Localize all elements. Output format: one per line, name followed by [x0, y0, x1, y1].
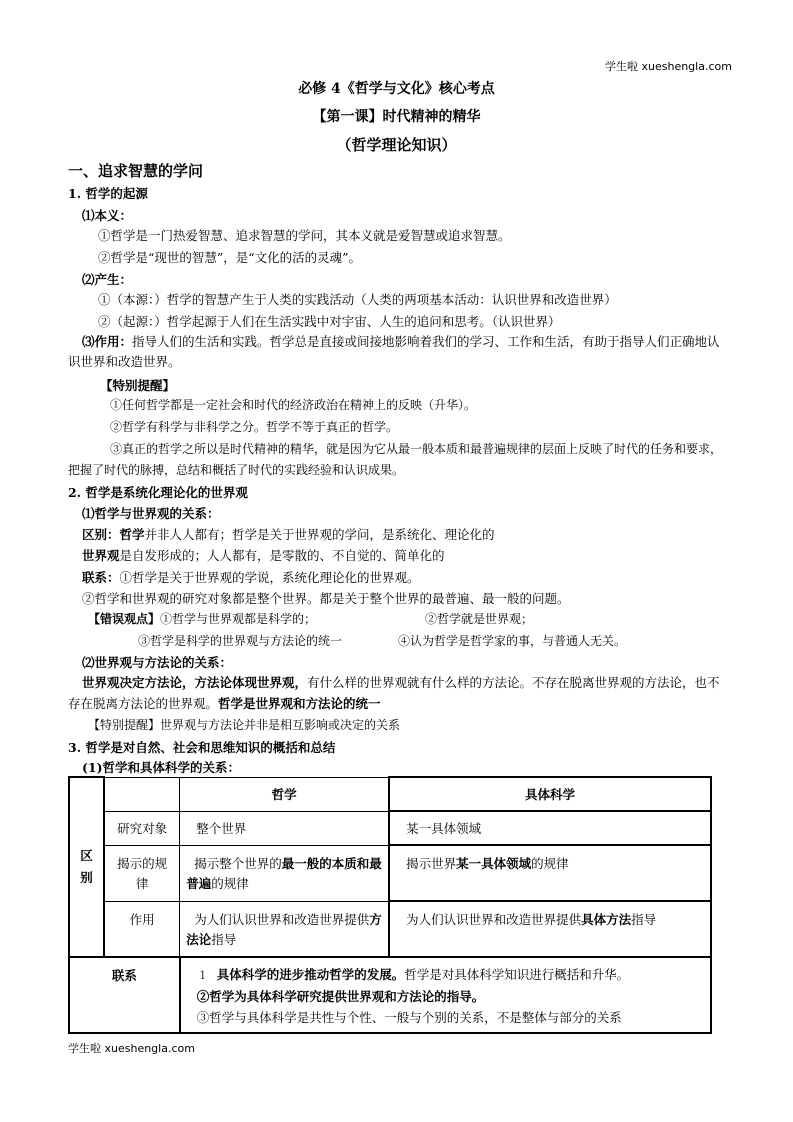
- s2-heading: 2. 哲学是系统化理论化的世界观: [68, 485, 248, 500]
- s2-diff-label: 区别：: [82, 527, 120, 542]
- s2-p2-t1: 有什么样的世界观就有什么样的方法论。不存在脱离世界观的方法论，也不存在脱离方法论的世界观。: [68, 675, 720, 711]
- s2-p1: ⑴哲学与世界观的关系：: [82, 506, 220, 521]
- s2-tip: 【特别提醒】世界观与方法论并非是相互影响或决定的关系: [88, 718, 401, 732]
- s1-tip2: ②哲学有科学与非科学之分。哲学不等于真正的哲学。: [110, 420, 399, 434]
- s2-diff: [82, 525, 495, 543]
- s2-lx2: ②哲学和世界观的研究对象都是整个世界。都是关于整个世界的最普遍、最一般的问题。: [82, 591, 570, 606]
- s2-sjg-label: 世界观: [82, 548, 120, 563]
- table-text: 的规律: [531, 856, 569, 871]
- lx-bold: 具体科学的进步推动哲学的发展。: [216, 967, 405, 982]
- table-text: 指导: [211, 931, 237, 947]
- s2-err-label: 【错误观点】: [88, 612, 161, 626]
- lx-item-3: ③哲学与具体科学是共性与个性、一般与个别的关系，不是整体与部分的关系: [196, 1010, 622, 1025]
- table-row: [69, 901, 711, 957]
- s2-p2-b1: 世界观决定方法论，方法论体现世界观，: [82, 675, 308, 690]
- section-heading: 一、追求智慧的学问: [68, 162, 204, 180]
- s2-p2-body: [68, 672, 728, 714]
- table-cell: [389, 845, 711, 901]
- s3-p1: (1)哲学和具体科学的关系：: [82, 760, 241, 775]
- table-cell: 整个世界: [180, 811, 389, 845]
- lx-item-1: [197, 964, 704, 986]
- table-text: 指导: [631, 912, 657, 927]
- s1-p1b: ②哲学是“现世的智慧”，是“文化的活的灵魂”。: [98, 250, 362, 265]
- header-site: 学生啦 xueshengla.com: [605, 60, 732, 73]
- footer-site: 学生啦 xueshengla.com: [68, 1042, 195, 1055]
- s1-p3: [68, 332, 728, 372]
- s1-p2b: ②（起源：）哲学起源于人们在生活实践中对宇宙、人生的追问和思考。（认识世界）: [98, 314, 561, 329]
- table-header-zx: 哲学: [180, 777, 389, 811]
- table-cell: [180, 845, 389, 901]
- s2-lx-label: 联系：: [82, 570, 120, 585]
- s1-tip1: ①任何哲学都是一定社会和时代的经济政治在精神上的反映（升华）。: [110, 398, 477, 412]
- lx-text: 哲学是对具体科学知识进行概括和升华。: [404, 967, 630, 982]
- table-bold: 最一般的本质和最普遍: [186, 855, 382, 891]
- s2-err-row1: [88, 610, 316, 627]
- table-row: [69, 845, 711, 901]
- s2-diff-text: 并非人人都有；哲学是关于世界观的学问，是系统化、理论化的: [144, 527, 495, 542]
- table-cell-qb: [69, 777, 104, 957]
- lx-num: 1: [199, 969, 207, 982]
- comparison-table: [68, 776, 712, 1034]
- s1-tip-label: 【特别提醒】: [100, 378, 176, 393]
- table-text: 揭示世界: [406, 856, 457, 871]
- table-row-label: 揭示的规律: [104, 845, 180, 901]
- s1-p2a: ①（本源：）哲学的智慧产生于人类的实践活动（人类的两项基本活动：认识世界和改造世界）: [98, 292, 617, 307]
- s2-err1: ①哲学与世界观都是科学的；: [160, 612, 317, 626]
- s2-err2: ②哲学就是世界观；: [425, 612, 534, 626]
- table-row: [69, 957, 711, 1033]
- s2-sjg: [82, 546, 445, 564]
- s2-lx-text: ①哲学是关于世界观的学说，系统化理论化的世界观。: [119, 570, 420, 585]
- table-cell: [389, 901, 711, 957]
- s3-heading: 3. 哲学是对自然、社会和思维知识的概括和总结: [68, 740, 336, 755]
- table-row-label: 研究对象: [104, 811, 180, 845]
- s2-diff-zx: 哲学: [119, 527, 145, 542]
- table-bold: 方法论: [186, 911, 382, 947]
- s2-sjg-text: 是自发形成的；人人都有，是零散的、不自觉的、简单化的: [119, 548, 445, 563]
- doc-title: 必修 4《哲学与文化》核心考点: [298, 81, 495, 97]
- s1-p3-text: 指导人们的生活和实践。哲学总是直接或间接地影响着我们的学习、工作和生活，有助于指导人们正确地认识世界和改造世界。: [68, 334, 720, 369]
- s2-lx: [82, 568, 420, 586]
- table-text: 为人们认识世界和改造世界提供: [406, 912, 582, 927]
- s1-tip3: ③真正的哲学之所以是时代精神的精华，就是因为它从最一般本质和最普遍规律的层面上反映了时代的任务和要求，把握了时代的脉搏，总结和概括了时代的实践经验和认识成果。: [68, 442, 723, 477]
- table-text: 为人们认识世界和改造世界提供: [194, 911, 370, 927]
- s1-p1a: ①哲学是一门热爱智慧、追求智慧的学问，其本义就是爱智慧或追求智慧。: [98, 228, 511, 243]
- table-row: [69, 811, 711, 845]
- table-cell-empty: [104, 777, 180, 811]
- table-lx-content: [180, 957, 711, 1033]
- table-bold: 某一具体领域: [456, 856, 532, 871]
- table-row-label: 作用: [104, 901, 180, 957]
- table-bold: 具体方法: [581, 912, 632, 927]
- s1-heading: 1. 哲学的起源: [68, 186, 148, 201]
- lesson-title: 【第一课】时代精神的精华: [312, 109, 481, 125]
- table-text: 的规律: [211, 875, 249, 891]
- table-cell: 某一具体领域: [389, 811, 711, 845]
- s1-p2: ⑵产生：: [82, 272, 133, 287]
- s1-p1: ⑴本义：: [82, 208, 133, 223]
- s1-p3-label: ⑶作用：: [82, 334, 133, 349]
- table-lx-label: 联系: [69, 957, 180, 1033]
- lx-item-2: ②哲学为具体科学研究提供世界观和方法论的指导。: [196, 989, 485, 1004]
- table-qb-label: 区别: [80, 848, 93, 885]
- s2-p2-b2: 哲学是世界观和方法论的统一: [218, 696, 381, 711]
- s2-p2: ⑵世界观与方法论的关系：: [82, 655, 233, 670]
- table-row: [69, 777, 711, 811]
- table-header-jt: 具体科学: [389, 777, 711, 811]
- subtitle: （哲学理论知识）: [336, 136, 457, 154]
- table-cell: [180, 901, 389, 957]
- s2-err4: ④认为哲学是哲学家的事，与普通人无关。: [398, 634, 627, 648]
- table-text: 揭示整个世界的: [194, 855, 282, 871]
- s2-err3: ③哲学是科学的世界观与方法论的统一: [138, 634, 343, 648]
